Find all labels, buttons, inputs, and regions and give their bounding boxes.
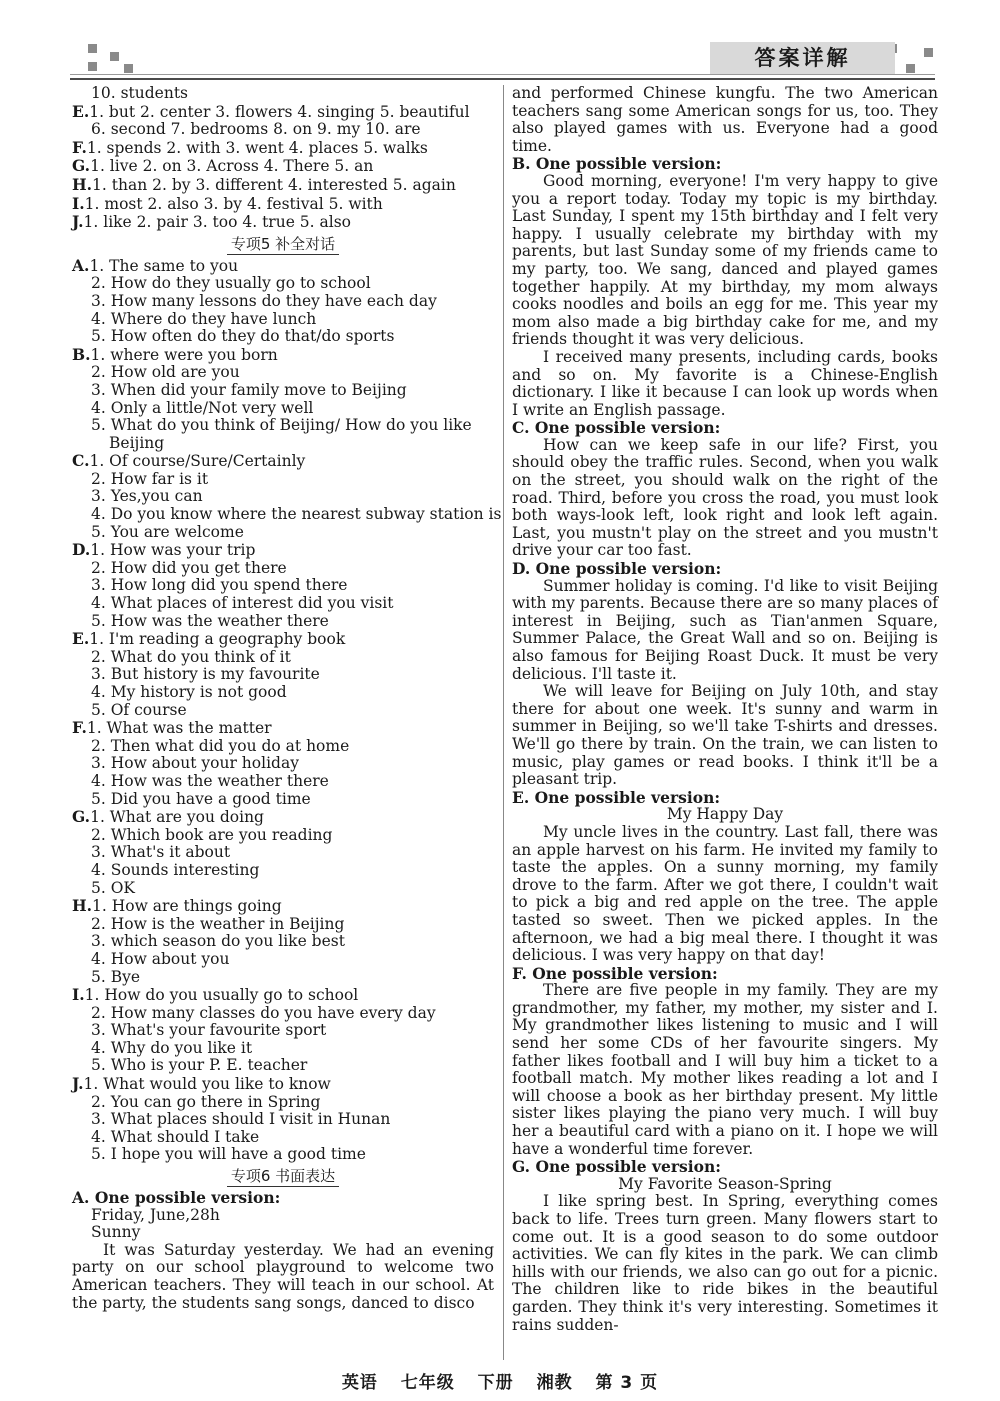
dialog-answer-row	[72, 649, 494, 667]
essay-g	[512, 1193, 938, 1334]
essay-a-text	[72, 1242, 494, 1312]
item-text: 5. Who is your P. E. teacher	[91, 1056, 308, 1075]
item-text: 2. How is the weather in Beijing	[91, 914, 345, 933]
dialog-answer-row	[72, 1040, 494, 1058]
dialog-answer-row	[72, 702, 494, 720]
essay-c	[512, 437, 938, 560]
dialog-answer-row	[72, 773, 494, 791]
dialog-answer-row	[72, 452, 494, 471]
answer-row	[72, 139, 494, 158]
dialog-answer-row	[72, 1005, 494, 1023]
dialog-answer-row	[72, 382, 494, 400]
item-text: 2. How do they usually go to school	[91, 274, 371, 293]
item-text: 2. What do you think of it	[91, 647, 291, 666]
item-text: 3. which season do you like best	[91, 932, 345, 951]
dialog-answer-row	[72, 666, 494, 684]
essay-date: Friday, June,28h	[91, 1205, 220, 1224]
right-column	[512, 85, 938, 1334]
dialog-answer-row	[72, 560, 494, 578]
answer-row	[72, 103, 494, 122]
item-text: 10. students	[91, 84, 189, 102]
essay-a-continued-paragraph: and performed Chinese kungfu. The two American teachers sang some American songs for us, too. They also played games with us. Everyone had a good time.	[512, 84, 938, 155]
essay-weather: Sunny	[91, 1223, 141, 1242]
item-text: 1. where were you born	[90, 345, 278, 364]
version-label-g: G. One possible version:	[512, 1157, 721, 1177]
footer-grade: 七年级	[400, 1373, 455, 1393]
item-text: 3. How long did you spend there	[91, 576, 348, 595]
item-text: 1. What would you like to know	[83, 1075, 331, 1094]
section-heading-5: 专项5 补全对话	[72, 234, 494, 255]
dialog-answer-row	[72, 755, 494, 773]
dialog-answer-row	[72, 1146, 494, 1164]
version-label-f: F. One possible version:	[512, 963, 718, 983]
item-text: 3. What's it about	[91, 843, 231, 862]
essay-f-paragraph-1: There are five people in my family. They are my grandmother, my father, my mother, my sister and I. My grandmother likes listening to music and I will send her some CDs of her favourite singers. My father likes football and I will buy him a ticket to a football match. My mother likes reading a lot and I will choose a book as her birthday present. My little sister likes playing the piano very much. I will buy her a beautiful card with a piano on it. I hope we will have a wonderful time forever.	[512, 981, 938, 1158]
item-text: 1. like 2. pair 3. too 4. true 5. also	[83, 213, 351, 232]
left-column	[72, 84, 502, 1312]
essay-e-title: My Happy Day	[666, 805, 784, 824]
item-text: 4. Why do you like it	[91, 1038, 253, 1057]
item-text: 5. You are welcome	[91, 522, 244, 541]
item-text: 2. How many classes do you have every day	[91, 1003, 436, 1022]
essay-e	[512, 824, 938, 965]
item-text: 1. but 2. center 3. flowers 4. singing 5. beautiful	[89, 102, 470, 121]
item-text: 1. How are things going	[92, 897, 282, 916]
item-text: 1. than 2. by 3. different 4. interested 5. again	[92, 175, 456, 194]
decor-square	[924, 48, 933, 57]
dialog-answer-row	[72, 808, 494, 827]
item-text: 4. Only a little/Not very well	[91, 398, 314, 417]
item-text: 2. Which book are you reading	[91, 825, 333, 844]
footer-page-number: 第 3 页	[595, 1373, 659, 1393]
dialog-answer-row	[72, 827, 494, 845]
page-header	[70, 38, 935, 80]
decor-square	[124, 64, 133, 73]
dialog-answer-row	[72, 916, 494, 934]
item-text: 1. Of course/Sure/Certainly	[89, 452, 306, 471]
dialog-answer-row	[72, 505, 502, 524]
item-text: 3. What places should I visit in Hunan	[91, 1110, 391, 1129]
essay-a-paragraph: It was Saturday yesterday. We had an evening party on our school playground to welcome two American teachers. They will teach in our school. At the party, the students sang songs, danced to disco	[72, 1240, 494, 1312]
answer-row	[72, 213, 494, 232]
item-text: 4. How was the weather there	[91, 771, 329, 790]
dialog-answer-row	[72, 488, 494, 506]
item-text: 4. What should I take	[91, 1127, 260, 1146]
item-letter: I.	[72, 193, 85, 213]
section-heading-6: 专项6 书面表达	[72, 1166, 494, 1187]
item-letter: J.	[72, 1074, 84, 1094]
item-text: 4. Do you know where the nearest subway station is	[91, 505, 502, 524]
item-text: 1. I'm reading a geography book	[89, 630, 346, 649]
item-letter: H.	[72, 896, 93, 916]
answer-row	[72, 121, 494, 139]
item-text: 3. Yes,you can	[91, 487, 203, 506]
decor-square	[906, 64, 915, 73]
item-text: 1. What was the matter	[86, 719, 272, 738]
essay-c-paragraph-1: How can we keep safe in our life? First, you should obey the traffic rules. Second, when you walk on the street, you should walk on the right of the road. Third, before you cross the road, you must look both ways-look left, look right and look left again. Last, you mustn't play on the street and you mustn't drive your car too fast.	[512, 435, 938, 560]
version-label-e: E. One possible version:	[512, 787, 721, 807]
item-text: 5. What do you think of Beijing/ How do you like	[91, 416, 472, 435]
version-label-b: B. One possible version:	[512, 154, 722, 174]
item-letter: A.	[72, 255, 90, 275]
item-text: 2. How far is it	[91, 469, 209, 488]
item-letter: E.	[72, 629, 90, 649]
dialog-answer-list	[72, 255, 502, 1164]
version-label-a: A. One possible version:	[72, 1188, 281, 1208]
decor-square	[110, 52, 119, 61]
dialog-answer-row	[72, 719, 494, 738]
dialog-answer-row	[72, 417, 494, 435]
item-text: 1. How do you usually go to school	[84, 986, 359, 1005]
dialog-answer-row	[72, 1075, 494, 1094]
dialog-answer-row	[72, 524, 494, 542]
item-letter: G.	[72, 156, 91, 176]
essay-e-paragraph-1: My uncle lives in the country. Last fall, there was an apple harvest on his farm. He invited my family to taste the apples. On a sunny morning, my family drove to the farm. After we got there, I couldn't wait to pick a big and red apple on the tree. The apple tasted so sweet. Then we picked apples. In the afternoon, we had a big meal there. I thought it was delicious. I was very happy on that day!	[512, 822, 938, 965]
item-text: 5. Did you have a good time	[91, 789, 311, 808]
footer-subject: 英语	[341, 1373, 378, 1393]
dialog-answer-row	[72, 791, 494, 809]
dialog-answer-row	[72, 613, 494, 631]
item-letter: F.	[72, 137, 87, 157]
essay-f	[512, 982, 938, 1158]
item-text: 3. When did your family move to Beijing	[91, 380, 407, 399]
page-footer	[0, 1368, 1000, 1393]
essay-g-title: My Favorite Season-Spring	[618, 1174, 832, 1193]
item-text: 5. OK	[91, 878, 136, 897]
item-text: 4. My history is not good	[91, 683, 287, 701]
item-text: 4. How about you	[91, 949, 230, 968]
header-thin-rule	[70, 74, 935, 75]
essay-g-paragraph-1: I like spring best. In Spring, everything comes back to life. Trees turn green. Many flowers start to come out. It is a good season to do some outdoor activities. We can fly kites in the park. We can climb hills with our friends, we also can go out for a picnic. The children like to ride bikes in the beautiful garden. They think it's very interesting. Sometimes it rains sudden-	[512, 1192, 938, 1334]
essay-a-continued	[512, 85, 938, 155]
essay-b-paragraph-2: I received many presents, including cards, books and so on. My favorite is a Chinese-English dictionary. I like it because I can look up words when I write an English passage.	[512, 347, 938, 419]
item-text: 5. Bye	[91, 967, 141, 986]
essay-d	[512, 578, 938, 789]
dialog-answer-row	[72, 595, 494, 613]
item-text: 2. How old are you	[91, 363, 240, 382]
item-text: 5. I hope you will have a good time	[91, 1145, 366, 1164]
item-text: 2. How did you get there	[91, 558, 287, 577]
item-text: 3. But history is my favourite	[91, 665, 320, 684]
item-text: 3. How about your holiday	[91, 754, 299, 773]
answer-row	[72, 157, 494, 176]
item-text: 5. How often do they do that/do sports	[91, 327, 395, 346]
item-text: 1. spends 2. with 3. went 4. places 5. walks	[86, 138, 428, 157]
dialog-answer-row	[72, 257, 494, 276]
essay-d-paragraph-1: Summer holiday is coming. I'd like to visit Beijing with my parents. Because there are so many places of interest in Beijing, such as Tian'anmen Square, Summer Palace, the Great Wall and so on. Beijing is also famous for Beijing Roast Duck. It must be very delicious. I'll taste it.	[512, 576, 938, 683]
dialog-answer-row	[72, 880, 494, 898]
answer-row	[72, 85, 494, 103]
dialog-answer-row	[72, 328, 494, 346]
item-text: 3. How many lessons do they have each day	[91, 291, 437, 310]
item-text: 2. Then what did you do at home	[91, 736, 350, 755]
item-text: 3. What's your favourite sport	[91, 1021, 327, 1040]
item-text: Beijing	[109, 433, 165, 452]
item-text: 4. Where do they have lunch	[91, 309, 317, 328]
item-letter: C.	[72, 451, 90, 471]
dialog-answer-row	[72, 844, 494, 862]
dialog-answer-row	[72, 577, 494, 595]
dialog-answer-row	[72, 364, 494, 382]
item-text: 1. How was your trip	[90, 541, 256, 560]
dialog-answer-row	[72, 1129, 494, 1147]
dialog-answer-row	[72, 933, 494, 951]
dialog-answer-row	[72, 1094, 494, 1112]
item-letter: I.	[72, 985, 85, 1005]
item-letter: E.	[72, 101, 90, 121]
item-text: 1. What are you doing	[90, 808, 264, 827]
header-rule	[70, 78, 935, 80]
dialog-answer-row	[72, 400, 494, 418]
item-text: 5. Of course	[91, 700, 187, 719]
item-letter: D.	[72, 540, 91, 560]
dialog-answer-row	[72, 862, 494, 880]
decor-square	[88, 62, 97, 71]
item-text: 1. live 2. on 3. Across 4. There 5. an	[90, 157, 374, 176]
dialog-answer-row	[72, 293, 494, 311]
answer-row	[72, 176, 494, 195]
dialog-answer-row	[72, 471, 494, 489]
item-text: 6. second 7. bedrooms 8. on 9. my 10. are	[91, 120, 421, 139]
dialog-answer-row	[72, 969, 494, 987]
item-text: 1. The same to you	[89, 256, 239, 275]
item-letter: J.	[72, 212, 84, 232]
essay-b-paragraph-1: Good morning, everyone! I'm very happy to give you a report today. Today my topic is my birthday. Last Sunday, I spent my 15th birthday and I felt very happy. I usually celebrate my birthday with my parents, but last Sunday some of my friends came to my party, too. We sang, danced and played games together happily. At my birthday, my mom always cooks noodles and boils an egg for me. This year my mom also made a big birthday cake for me, and my friends thought it was very delicious.	[512, 171, 938, 349]
item-letter: G.	[72, 807, 91, 827]
item-text: 1. most 2. also 3. by 4. festival 5. with	[84, 194, 383, 213]
version-label-c: C. One possible version:	[512, 418, 721, 438]
footer-volume: 下册	[477, 1373, 514, 1393]
essay-d-paragraph-2: We will leave for Beijing on July 10th, and stay there for about one week. It's sunny and warm in summer in Beijing, so we'll take T-shirts and dresses. We'll go there by train. On the train, we can listen to music, play games or read books. I think it'll be a pleasant trip.	[512, 682, 938, 789]
answer-row	[72, 195, 494, 214]
dialog-answer-row	[72, 275, 494, 293]
footer-publisher: 湘教	[536, 1373, 573, 1393]
item-letter: F.	[72, 718, 87, 738]
dialog-answer-row	[72, 346, 494, 365]
item-text: 4. Sounds interesting	[91, 860, 260, 879]
decor-square	[88, 44, 97, 53]
dialog-answer-row	[72, 897, 494, 916]
dialog-answer-row	[72, 684, 494, 702]
item-letter: B.	[72, 344, 91, 364]
dialog-answer-row	[72, 630, 494, 649]
essay-b	[512, 173, 938, 419]
dialog-answer-row	[72, 986, 494, 1005]
answer-list	[72, 85, 494, 232]
item-letter: H.	[72, 174, 93, 194]
dialog-answer-row	[72, 435, 494, 453]
dialog-answer-row	[72, 951, 494, 969]
item-text: 5. How was the weather there	[91, 611, 329, 630]
dialog-answer-row	[72, 1111, 494, 1129]
dialog-answer-row	[72, 1022, 494, 1040]
item-text: 2. You can go there in Spring	[91, 1092, 321, 1111]
dialog-answer-row	[72, 311, 494, 329]
item-text: 4. What places of interest did you visit	[91, 594, 394, 613]
column-divider	[503, 85, 504, 1360]
dialog-answer-row	[72, 541, 494, 560]
dialog-answer-row	[72, 738, 494, 756]
header-title: 答案详解	[710, 42, 895, 74]
dialog-answer-row	[72, 1057, 494, 1075]
version-label-d: D. One possible version:	[512, 559, 722, 579]
